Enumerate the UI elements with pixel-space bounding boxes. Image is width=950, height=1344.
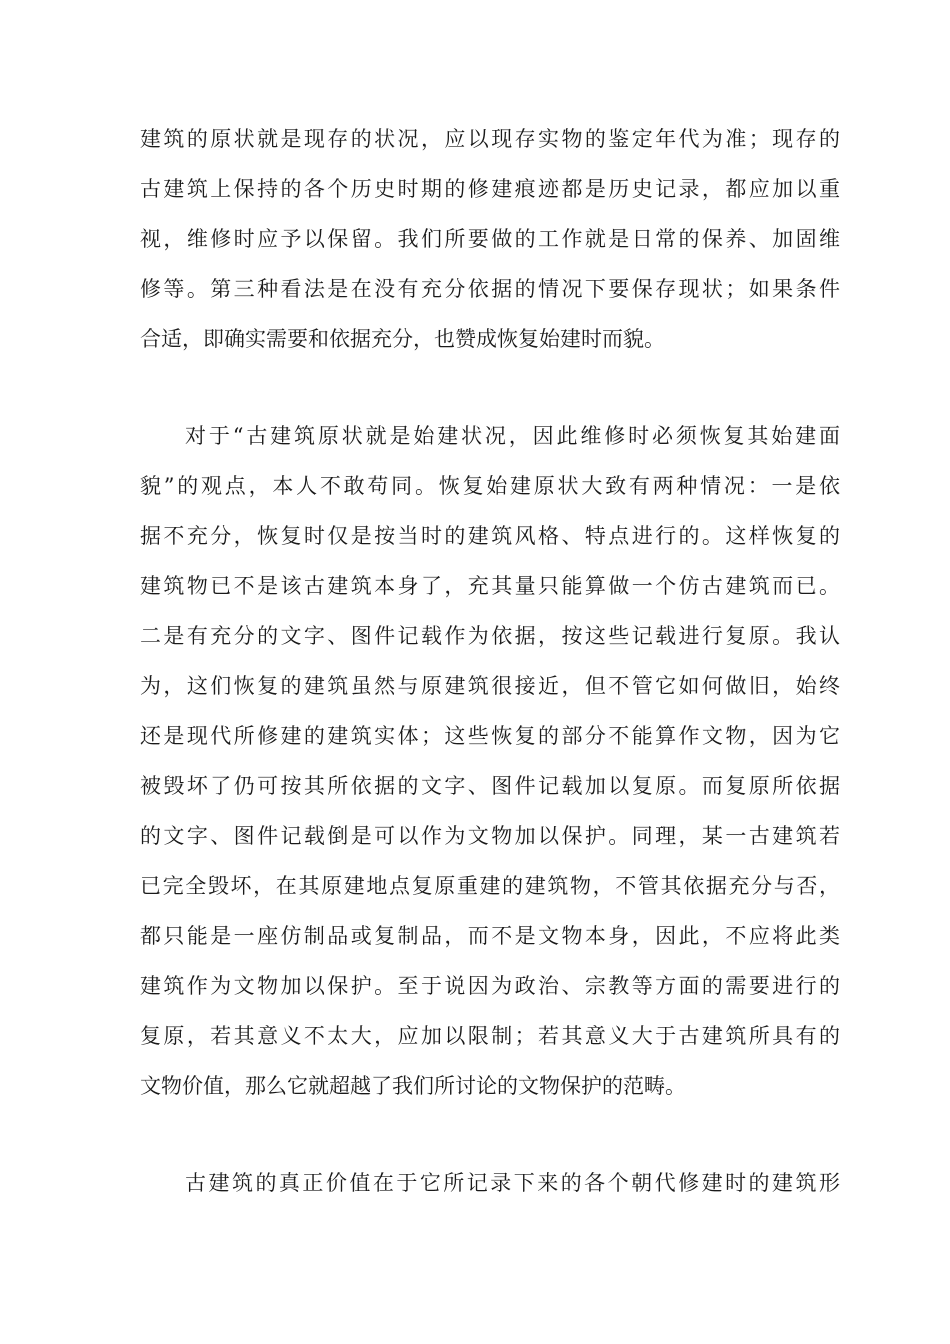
text-line: 都只能是一座仿制品或复制品，而不是文物本身，因此，不应将此类	[140, 924, 840, 948]
text-line: 据不充分，恢复时仅是按当时的建筑风格、特点进行的。这样恢复的	[140, 524, 840, 548]
text-line: 古建筑上保持的各个历史时期的修建痕迹都是历史记录，都应加以重	[140, 177, 840, 201]
text-line: 复原，若其意义不太大，应加以限制；若其意义大于古建筑所具有的	[140, 1024, 840, 1048]
text-line: 合适，即确实需要和依据充分，也赞成恢复始建时而貌。	[140, 327, 665, 351]
text-line: 建筑的原状就是现存的状况，应以现存实物的鉴定年代为准；现存的	[140, 127, 840, 151]
text-line: 还是现代所修建的建筑实体；这些恢复的部分不能算作文物，因为它	[140, 724, 840, 748]
text-line: 建筑物已不是该古建筑本身了，充其量只能算做一个仿古建筑而已。	[140, 574, 840, 598]
text-line: 古建筑的真正价值在于它所记录下来的各个朝代修建时的建筑形	[185, 1171, 840, 1195]
text-line: 已完全毁坏，在其原建地点复原重建的建筑物，不管其依据充分与否，	[140, 874, 840, 898]
text-line: 建筑作为文物加以保护。至于说因为政治、宗教等方面的需要进行的	[140, 974, 840, 998]
text-line: 的文字、图件记载倒是可以作为文物加以保护。同理，某一古建筑若	[140, 824, 840, 848]
text-line: 文物价值，那么它就超越了我们所讨论的文物保护的范畴。	[140, 1074, 686, 1098]
text-line: 修等。第三种看法是在没有充分依据的情况下要保存现状；如果条件	[140, 277, 840, 301]
text-line: 对于“古建筑原状就是始建状况，因此维修时必须恢复其始建面	[185, 424, 840, 448]
text-line: 貌”的观点，本人不敢苟同。恢复始建原状大致有两种情况：一是依	[140, 474, 840, 498]
text-line: 被毁坏了仍可按其所依据的文字、图件记载加以复原。而复原所依据	[140, 774, 840, 798]
text-line: 为，这们恢复的建筑虽然与原建筑很接近，但不管它如何做旧，始终	[140, 674, 840, 698]
text-line: 二是有充分的文字、图件记载作为依据，按这些记载进行复原。我认	[140, 624, 840, 648]
text-line: 视，维修时应予以保留。我们所要做的工作就是日常的保养、加固维	[140, 227, 840, 251]
